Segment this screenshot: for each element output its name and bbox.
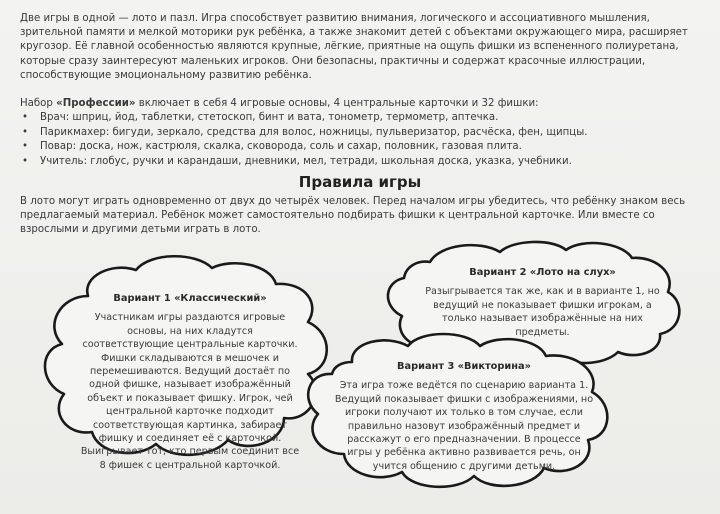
variant-1-text: Участникам игры раздаются игровые основы, на них кладутся соответствующие центральные карточки. Фишки складываются в мешочек и перемешиваются. Ведущий достаёт по одной фишке, называет изображённый объект и показывает фишку. Игрок, чей центральной карточке подходит соответствующая картинка, забирает фишку и соединяет её с карточкой. Выигрывает тот, кто первым соединит все 8 фишек с центральной карточкой. <box>80 312 300 471</box>
set-name: «Профессии» <box>56 98 136 109</box>
list-item: • Парикмахер: бигуди, зеркало, средства для волос, ножницы, пульверизатор, расчёска, фен, щипцы. <box>20 126 700 141</box>
list-item: • Врач: шприц, йод, таблетки, стетоскоп, бинт и вата, тонометр, термометр, аптечка. <box>20 111 700 126</box>
list-item: • Учитель: глобус, ручки и карандаши, дневники, мел, тетради, школьная доска, указка, учебники. <box>20 155 700 170</box>
rules-heading: Правила игры <box>298 173 422 191</box>
variant-3-box <box>334 360 594 473</box>
set-suffix: включает в себя 4 игровые основы, 4 центральные карточки и 32 фишки: <box>135 98 539 109</box>
variant-1-title: Вариант 1 «Классический» <box>113 293 267 304</box>
variant-3-title: Вариант 3 «Викторина» <box>397 361 531 372</box>
variant-2-text: Разыгрывается так же, как и в варианте 1, но ведущий не показывает фишки игрокам, а только называет изображённые на них предметы. <box>425 286 660 338</box>
variant-1-box <box>80 292 300 472</box>
variant-2-title: Вариант 2 «Лото на слух» <box>469 267 616 278</box>
list-item: • Повар: доска, нож, кастрюля, скалка, сковорода, соль и сахар, половник, газовая плита. <box>20 140 700 155</box>
set-prefix: Набор <box>20 98 57 109</box>
variant-2-box <box>420 266 665 339</box>
variant-3-text: Эта игра тоже ведётся по сценарию варианта 1. Ведущий показывает фишки с изображениями, но игроки получают их только в том случае, если правильно назовут изображённый предмет и расскажут о его предназначении. В процессе игры у ребёнка активно развивается речь, он учится общению с другими детьми. <box>334 380 594 472</box>
intro-paragraph: Две игры в одной — лото и пазл. Игра способствует развитию внимания, логического и ассоциативного мышления, зрительной памяти и мелкой моторики рук ребёнка, а также знакомит детей с объектами окружающего мира, расширяет кругозор. Её главной особенностью являются крупные, лёгкие, приятные на ощупь фишки из вспененного полиуретана, которые сразу заинтересуют маленьких игроков. Они безопасны, практичны и содержат красочные иллюстрации, способствующие эмоциональному развитию ребёнка. <box>20 13 688 81</box>
rules-paragraph: В лото могут играть одновременно от двух до четырёх человек. Перед началом игры убедитесь, что ребёнку знаком весь предлагаемый материал. Ребёнок может самостоятельно подбирать фишки к центральной карточке. Или вместе со взрослыми и другими детьми играть в лото. <box>20 196 686 236</box>
